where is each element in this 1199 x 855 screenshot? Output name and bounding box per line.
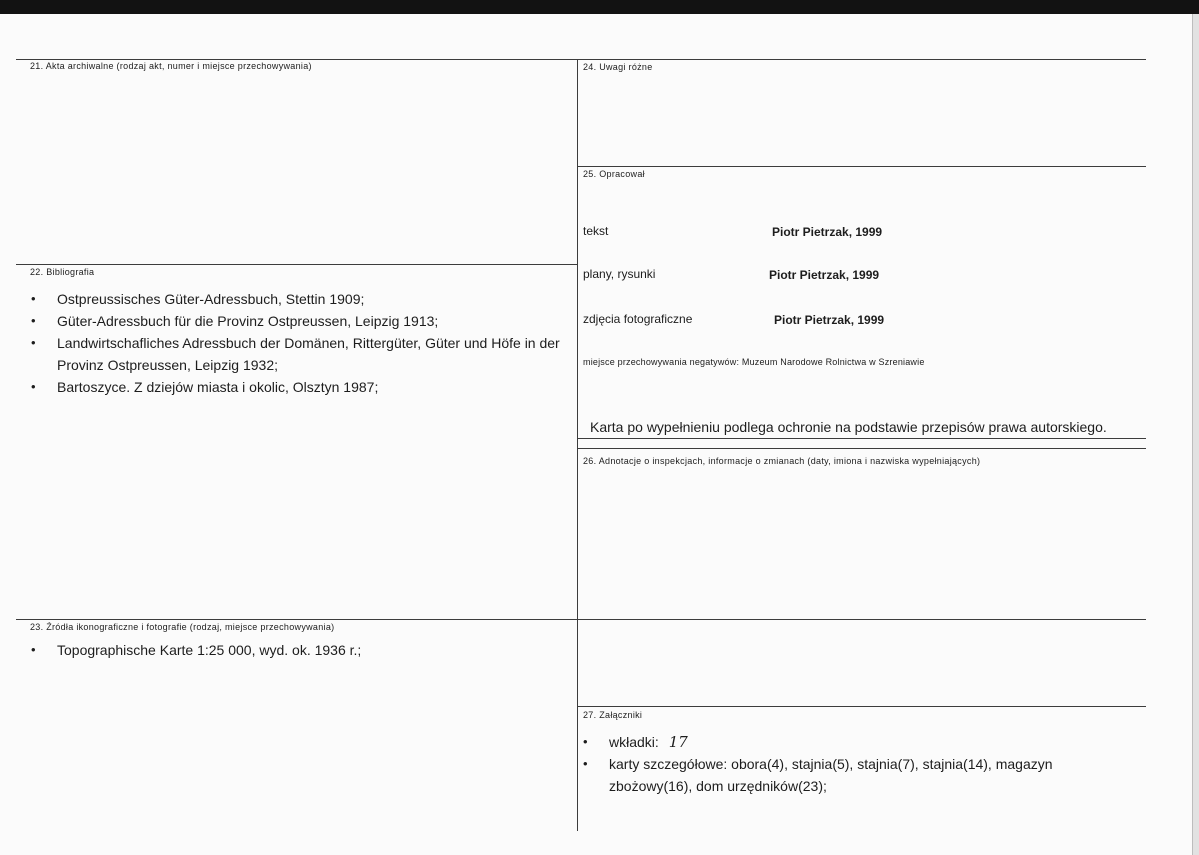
author-text-label: tekst (583, 224, 609, 238)
section-21-header: 21. Akta archiwalne (rodzaj akt, numer i miejsce przechowywania) (30, 61, 312, 71)
list-item: • Topographische Karte 1:25 000, wyd. ok. 1936 r.; (31, 639, 571, 661)
list-item-cards: • karty szczegółowe: obora(4), stajnia(5), stajnia(7), stajnia(14), magazyn zbożowy(16), dom urzędników(23); (583, 753, 1123, 797)
list-item: • Güter-Adressbuch für die Provinz Ostpreussen, Leipzig 1913; (31, 310, 571, 332)
list-item-inserts (583, 731, 1123, 753)
rule-right-mid (577, 619, 1146, 620)
list-item: • Ostpreussisches Güter-Adressbuch, Stettin 1909; (31, 288, 571, 310)
sources-list (31, 639, 571, 661)
copyright-notice: Karta po wypełnieniu podlega ochronie na podstawie przepisów prawa autorskiego. (590, 419, 1107, 435)
list-item: • Bartoszyce. Z dziejów miasta i okolic, Olsztyn 1987; (31, 376, 571, 398)
list-item: • Landwirtschafliches Adressbuch der Domänen, Rittergüter, Güter und Höfe in der Provinz Ostpreussen, Leipzig 1932; (31, 332, 571, 376)
section-24-header: 24. Uwagi różne (583, 62, 653, 72)
author-photos-value: Piotr Pietrzak, 1999 (774, 313, 885, 327)
top-rule (16, 59, 1146, 60)
scan-right-edge (1192, 14, 1199, 855)
rule-27 (577, 706, 1146, 707)
section-25-header: 25. Opracował (583, 169, 645, 179)
section-23-header: 23. Źródła ikonograficzne i fotografie (rodzaj, miejsce przechowywania) (30, 622, 335, 632)
section-27-header: 27. Załączniki (583, 710, 643, 720)
rule-legal (577, 438, 1146, 439)
rule-26 (577, 448, 1146, 449)
author-text-value: Piotr Pietrzak, 1999 (772, 225, 883, 239)
section-22-header: 22. Bibliografia (30, 267, 95, 277)
rule-25 (577, 166, 1146, 167)
center-divider (577, 59, 578, 831)
rule-23 (16, 619, 577, 620)
author-plans-label: plany, rysunki (583, 267, 656, 281)
author-photos-label: zdjęcia fotograficzne (583, 312, 693, 326)
bibliography-list (31, 288, 571, 398)
inserts-label: wkładki: (609, 734, 659, 750)
rule-22 (16, 264, 577, 265)
negatives-location: miejsce przechowywania negatywów: Muzeum Narodowe Rolnictwa w Szreniawie (583, 357, 925, 367)
section-26-header: 26. Adnotacje o inspekcjach, informacje o zmianach (daty, imiona i nazwiska wypełniających) (583, 456, 981, 466)
scan-top-border (0, 0, 1199, 14)
author-plans-value: Piotr Pietrzak, 1999 (769, 268, 880, 282)
attachments-list (583, 731, 1123, 797)
inserts-value-handwritten: 17 (668, 733, 688, 751)
